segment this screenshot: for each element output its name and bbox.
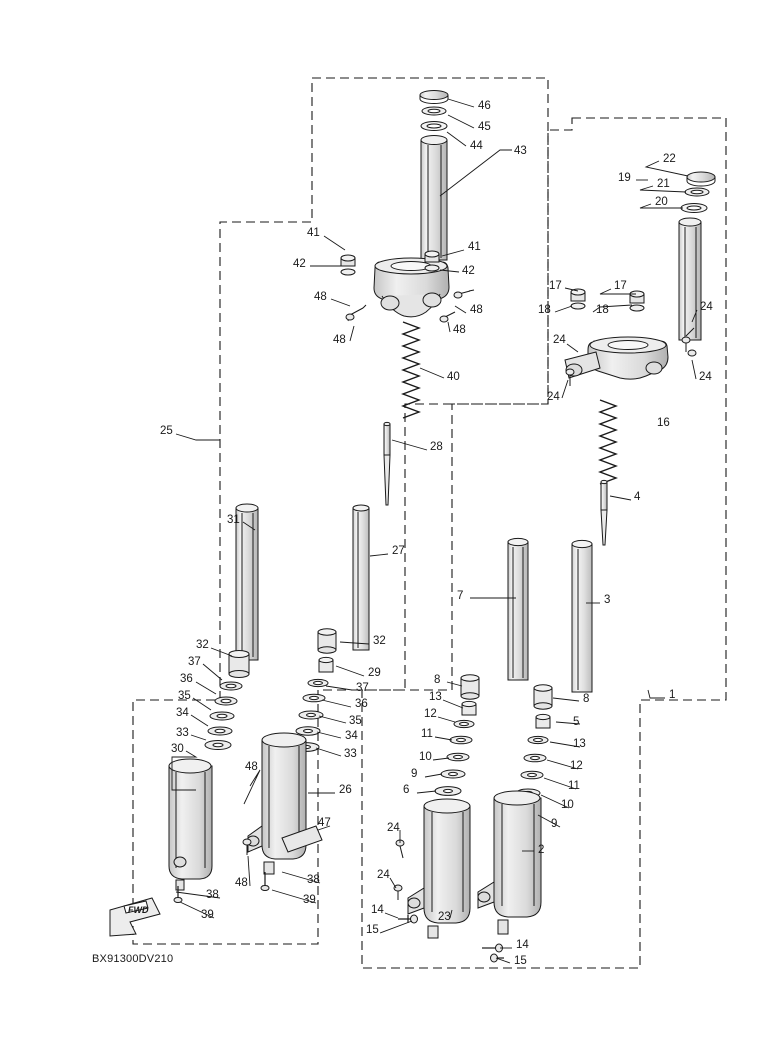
part-2-slider [478,791,541,934]
callout-34-a: 34 [176,707,189,719]
part-28-rod [384,422,390,505]
callout-36-b: 36 [355,698,368,710]
callout-24-a: 24 [700,301,713,313]
callout-23: 23 [438,911,451,923]
callout-8-b: 8 [583,693,590,705]
callout-18-a: 18 [538,304,551,316]
callout-39-b: 39 [201,909,214,921]
callout-25: 25 [160,425,173,437]
callout-46: 46 [478,100,491,112]
callout-48-d: 48 [453,324,466,336]
callout-4: 4 [634,491,641,503]
callout-48-c: 48 [333,334,346,346]
callout-24-b: 24 [553,334,566,346]
callout-28: 28 [430,441,443,453]
callout-37-b: 37 [356,682,369,694]
callout-13-a: 13 [429,691,442,703]
callout-21: 21 [657,178,670,190]
callout-48-f: 48 [235,877,248,889]
part-22-ring [687,172,715,186]
callout-27: 27 [392,545,405,557]
callout-14-b: 14 [516,939,529,951]
callout-44: 44 [470,140,483,152]
callout-39-a: 39 [303,894,316,906]
callout-12-b: 12 [570,760,583,772]
callout-24-e: 24 [387,822,400,834]
callout-38-a: 38 [307,874,320,886]
callout-26: 26 [339,784,352,796]
callout-37-a: 37 [188,656,201,668]
fwd-arrow-label: FWD [128,905,149,915]
part-46-washer [420,91,448,104]
callout-32-b: 32 [373,635,386,647]
callout-33-a: 33 [176,727,189,739]
callout-17-a: 17 [549,280,562,292]
callout-36-a: 36 [180,673,193,685]
callout-19: 19 [618,172,631,184]
callout-9-b: 9 [551,818,558,830]
part-43-inner-tube [421,136,447,261]
callout-15-b: 15 [514,955,527,967]
callout-24-d: 24 [547,391,560,403]
callout-15-a: 15 [366,924,379,936]
part-27-damper-rod [353,505,369,650]
part-30-slider-left [169,759,212,890]
part-45-ring [422,107,446,115]
callout-3: 3 [604,594,611,606]
callout-14-a: 14 [371,904,384,916]
callout-42-b: 42 [462,265,475,277]
callout-1: 1 [669,689,676,701]
callout-10-a: 10 [419,751,432,763]
callout-35-a: 35 [178,690,191,702]
callout-24-f: 24 [377,869,390,881]
fwd-arrow [110,898,160,936]
callout-6: 6 [403,784,410,796]
part-3-tube [572,540,592,692]
part-upper-bracket-right [565,337,668,379]
callout-45: 45 [478,121,491,133]
callout-48-e: 48 [245,761,258,773]
part-right-inner-tube [679,218,701,340]
part-44-oring [421,122,447,131]
callout-11-b: 11 [568,780,580,792]
callout-40: 40 [447,371,460,383]
part-4-rod [601,480,607,545]
callout-24-c: 24 [699,371,712,383]
part-26-slider-right [247,733,306,874]
callout-34-b: 34 [345,730,358,742]
callout-11-a: 11 [421,728,433,740]
callout-38-b: 38 [206,889,219,901]
group-boundary-1 [362,118,726,968]
callout-41-b: 41 [468,241,481,253]
callout-17-b: 17 [614,280,627,292]
part-31-outer-tube [236,504,258,660]
part-17-18-left [571,289,585,309]
callout-7: 7 [457,590,464,602]
callout-13-b: 13 [573,738,586,750]
callout-18-b: 18 [596,304,609,316]
callout-8-a: 8 [434,674,441,686]
callout-5: 5 [573,716,580,728]
callout-33-b: 33 [344,748,357,760]
callout-10-b: 10 [561,799,574,811]
part-24-bolts-lower-right [394,840,404,900]
part-21-ring [685,188,709,196]
callout-48-b: 48 [470,304,483,316]
callout-22: 22 [663,153,676,165]
callout-32-a: 32 [196,639,209,651]
diagram-code-label: BX91300DV210 [92,953,174,965]
callout-47: 47 [318,817,331,829]
callout-16: 16 [657,417,670,429]
callout-29: 29 [368,667,381,679]
callout-48-a: 48 [314,291,327,303]
callout-30: 30 [171,743,184,755]
callout-2: 2 [538,844,545,856]
part-7-tube [508,538,528,680]
callout-31: 31 [227,514,240,526]
part-20-oring [681,204,707,213]
callout-43: 43 [514,145,527,157]
part-16-spring [600,400,616,484]
callout-9-a: 9 [411,768,418,780]
callout-35-b: 35 [349,715,362,727]
part-41-42-right [425,251,439,271]
callout-41-a: 41 [307,227,320,239]
callout-20: 20 [655,196,668,208]
callout-42-a: 42 [293,258,306,270]
part-41-42-left [341,255,355,275]
callout-12-a: 12 [424,708,437,720]
